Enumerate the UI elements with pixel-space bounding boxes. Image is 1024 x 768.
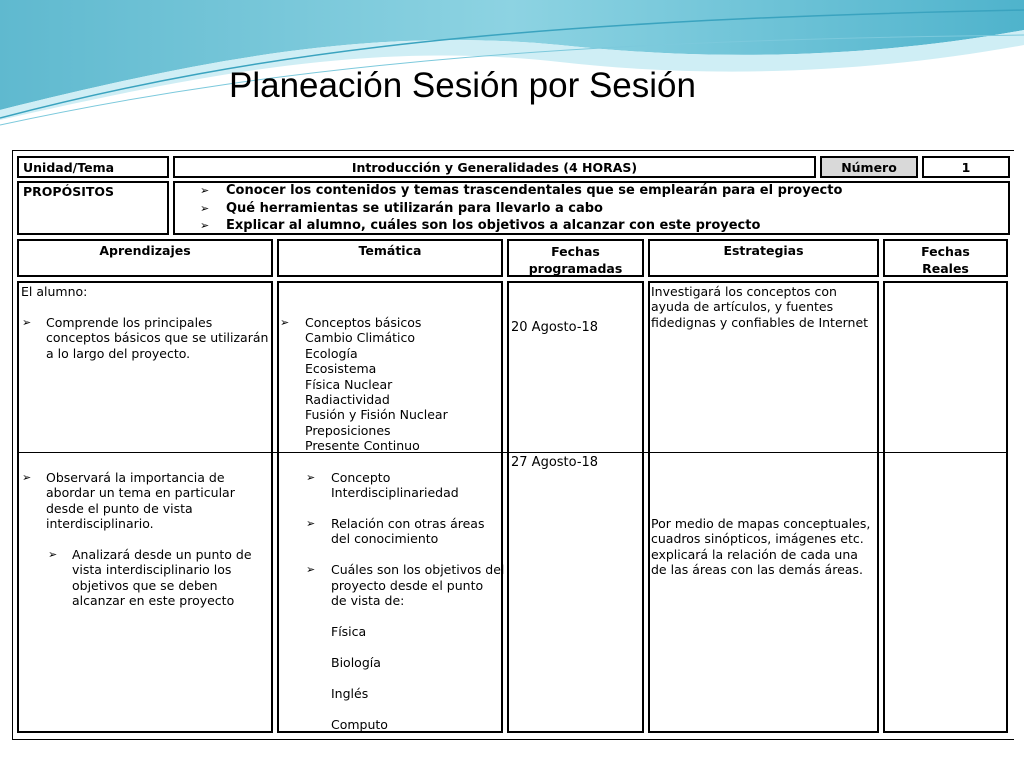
tematica-line: de vista de: [331,593,405,608]
tematica-line: Física Nuclear [305,377,393,392]
tematica-subject: Inglés [331,686,369,701]
estrategia-line: ayuda de artículos, y fuentes [651,299,834,314]
unidad-value: Introducción y Generalidades (4 HORAS) [351,160,638,175]
arrow-bullet-icon: ➢ [22,316,32,329]
aprendizaje-line: a lo largo del proyecto. [46,346,191,361]
estrategia-line: explicará la relación de cada una [651,547,858,562]
col-header-aprendizajes: Aprendizajes [17,239,273,277]
numero-value: 1 [961,160,971,175]
arrow-bullet-icon: ➢ [306,471,316,484]
arrow-bullet-icon: ➢ [200,201,210,215]
row-divider [17,452,1008,453]
unidad-label: Unidad/Tema [23,160,115,175]
fecha-programada: 20 Agosto-18 [511,320,599,335]
numero-label-cell [820,156,918,178]
tematica-subject: Computo [331,717,388,732]
arrow-bullet-icon: ➢ [22,471,32,484]
estrategia-line: Por medio de mapas conceptuales, [651,516,871,531]
aprendizaje-line: conceptos básicos que se utilizarán [46,330,269,345]
aprendizaje-line: vista interdisciplinario los [72,562,232,577]
tematica-line: Preposiciones [305,423,391,438]
col-header-tematica: Temática [277,239,503,277]
tematica-line: Presente Continuo [305,438,420,453]
col-body-fechas-programadas [507,281,644,733]
tematica-line: Ecosistema [305,361,377,376]
col-body-estrategias [648,281,879,733]
arrow-bullet-icon: ➢ [306,517,316,530]
arrow-bullet-icon: ➢ [306,563,316,576]
tematica-line: Radiactividad [305,392,390,407]
col-header-fechas-reales: Fechas Reales [883,239,1008,277]
aprendizaje-line: Comprende los principales [46,315,213,330]
aprendizaje-line: alcanzar en este proyecto [72,593,235,608]
col-body-fechas-reales [883,281,1008,733]
propositos-label-cell [17,181,169,235]
slide-title: Planeación Sesión por Sesión [229,66,696,105]
numero-value-cell [922,156,1010,178]
tematica-subject: Física [331,624,367,639]
tematica-line: Concepto [331,470,391,485]
arrow-bullet-icon: ➢ [200,184,210,197]
estrategia-line: de las áreas con las demás áreas. [651,562,863,577]
aprendizaje-line: interdisciplinario. [46,516,154,531]
tematica-line: proyecto desde el punto [331,578,484,593]
col-header-fechas-programadas: Fechas programadas [507,239,644,277]
tematica-subject: Biología [331,655,381,670]
tematica-line: Cuáles son los objetivos del [331,562,505,577]
estrategia-line: cuadros sinópticos, imágenes etc. [651,531,864,546]
aprendizaje-line: abordar un tema en particular [46,485,235,500]
tematica-line: Ecología [305,346,358,361]
estrategia-line: Investigará los conceptos con [651,284,837,299]
tematica-line: Fusión y Fisión Nuclear [305,407,448,422]
col-header-estrategias: Estrategias [648,239,879,277]
arrow-bullet-icon: ➢ [48,548,58,561]
propositos-label: PROPÓSITOS [23,184,115,199]
aprendizaje-line: Observará la importancia de [46,470,225,485]
tematica-line: Cambio Climático [305,330,415,345]
tematica-line: Interdisciplinariedad [331,485,459,500]
fecha-programada: 27 Agosto-18 [511,455,599,470]
aprendizaje-intro: El alumno: [21,284,88,299]
aprendizaje-line: Analizará desde un punto de [72,547,252,562]
arrow-bullet-icon: ➢ [280,316,290,329]
estrategia-line: fidedignas y confiables de Internet [651,315,869,330]
aprendizaje-line: objetivos que se deben [72,578,218,593]
aprendizaje-line: desde el punto de vista [46,501,193,516]
tematica-line: Relación con otras áreas [331,516,485,531]
unidad-value-cell [173,156,816,178]
tematica-line: del conocimiento [331,531,439,546]
numero-label: Número [841,160,897,175]
unidad-label-cell [17,156,169,178]
arrow-bullet-icon: ➢ [200,219,210,232]
tematica-line: Conceptos básicos [305,315,422,330]
